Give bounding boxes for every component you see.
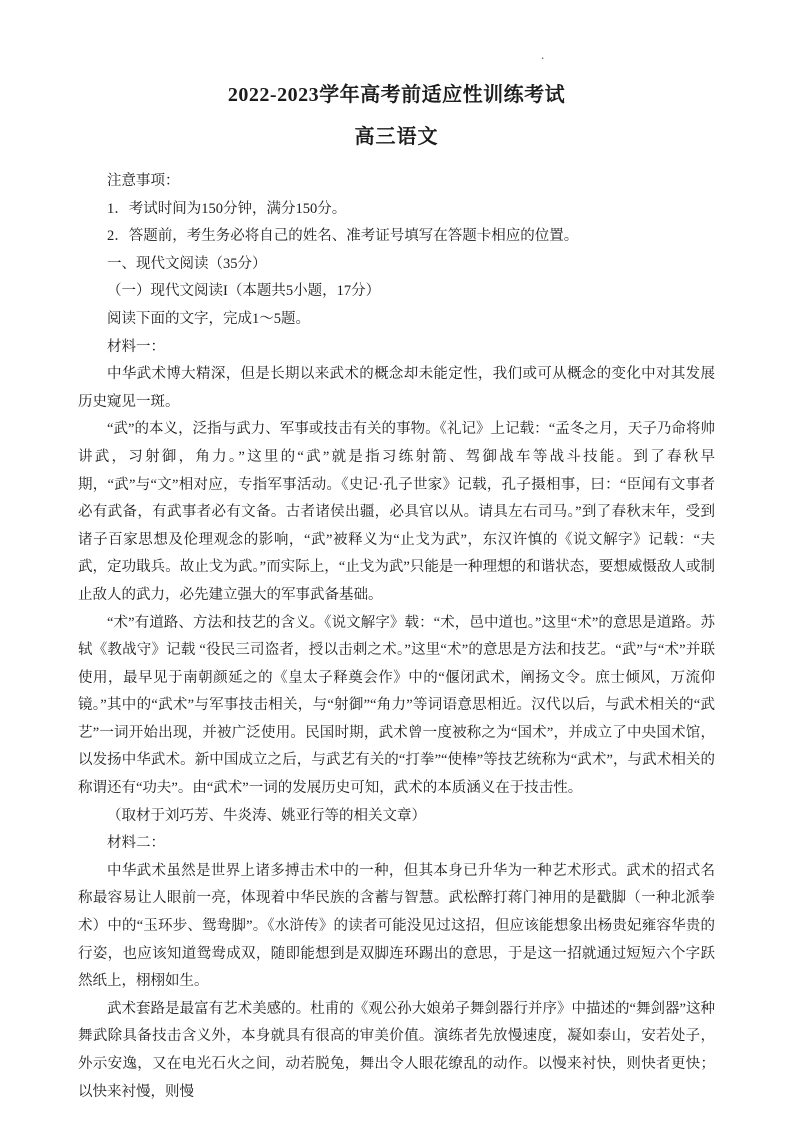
- material-1-label: 材料一：: [107, 338, 165, 355]
- material-1-paragraph-2: “武”的本义，泛指与武力、军事或技击有关的事物。《礼记》上记载：“孟冬之月，天子乃命将帅讲武，习射御，角力。”这里的“武”就是指习练射箭、驾御战车等战斗技能。到了春秋早期，“武”与“文”相对应，专指军事活动。《史记·孔子世家》记载，孔子摄相事，曰：“臣闻有文事者必有武备，有武事者必有文备。古者诸侯出疆，必具官以从。请具左右司马。”到了春秋末年，受到诸子百家思想及伦理观念的影响，“武”被释义为“止戈为武”，东汉许慎的《说文解字》记载：“夫武，定功戢兵。故止戈为武。”而实际上，“止戈为武”只能是一种理想的和谐状态，要想威慑敌人或制止敌人的武力，必先建立强大的军事武备基础。: [78, 421, 715, 603]
- notice-heading: 注意事项：: [107, 173, 180, 189]
- notice-item-answer-sheet: 2．答题前，考生务必将自己的姓名、准考证号填写在答题卡相应的位置。: [107, 228, 579, 245]
- material-1-paragraph-1: 中华武术博大精深，但是长期以来武术的概念却未能定性，我们或可从概念的变化中对其发展历史窥见一斑。: [78, 366, 715, 410]
- notice-item-exam-duration: 1．考试时间为150分钟，满分150分。: [107, 200, 347, 217]
- stray-dot-mark: .: [541, 47, 545, 62]
- material-2-paragraph-1: 中华武术虽然是世界上诸多搏击术中的一种，但其本身已升华为一种艺术形式。武术的招式名称最容易让人眼前一亮，体现着中华民族的含蓄与智慧。武松醉打蒋门神用的是戳脚（一种北派拳术）中的“玉环步、鸳鸯脚”。《水浒传》的读者可能没见过这招，但应该能想象出杨贵妃雍容华贵的行姿，也应该知道鸳鸯成双，随即能想到是双脚连环踢出的意思，于是这一招就通过短短六个字跃然纸上，栩栩如生。: [78, 862, 715, 990]
- material-1-paragraph-3: “术”有道路、方法和技艺的含义。《说文解字》载：“术，邑中道也。”这里“术”的意思是道路。苏轼《教战守》记载 “役民三司盗者，授以击刺之术。”这里“术”的意思是方法和技艺。“武”与“术”并联使用，最早见于南朝颜延之的《皇太子释奠会作》中的“偃闭武术，阐扬文令。庶士倾风，万流仰镜。”其中的“武术”与军事技击相关，与“射御”“角力”等词语意思相近。汉代以后，与武术相关的“武艺”一词开始出现，并被广泛使用。民国时期，武术曾一度被称之为“国术”，并成立了中央国术馆，以发扬中华武术。新中国成立之后，与武艺有关的“打拳”“使棒”等技艺统称为“武术”，与武术相关的称谓还有“功夫”。由“武术”一词的发展历史可知，武术的本质涵义在于技击性。: [78, 614, 715, 797]
- exam-subtitle: 高三语文: [354, 126, 439, 148]
- reading-instruction: 阅读下面的文字，完成1～5题。: [107, 310, 310, 327]
- material-2-paragraph-2: 武术套路是最富有艺术美感的。杜甫的《观公孙大娘弟子舞剑器行并序》中描述的“舞剑器”这种舞武除具备技击含义外，本身就具有很高的审美价值。演练者先放慢速度，凝如泰山，安若处子，外示安逸，又在电光石火之间，动若脱兔，舞出令人眼花缭乱的动作。以慢来衬快，则快者更快；以快来衬慢，则慢: [78, 1000, 715, 1100]
- section-heading-modern-reading: 一、现代文阅读（35分）: [107, 255, 267, 272]
- material-2-label: 材料二：: [107, 835, 165, 852]
- material-1-source-attribution: （取材于刘巧芳、牛炎涛、姚亚行等的相关文章）: [107, 807, 426, 824]
- section-subheading-reading-1: （一）现代文阅读I（本题共5小题，17分）: [107, 283, 381, 300]
- exam-title: 2022-2023学年高考前适应性训练考试: [227, 84, 566, 106]
